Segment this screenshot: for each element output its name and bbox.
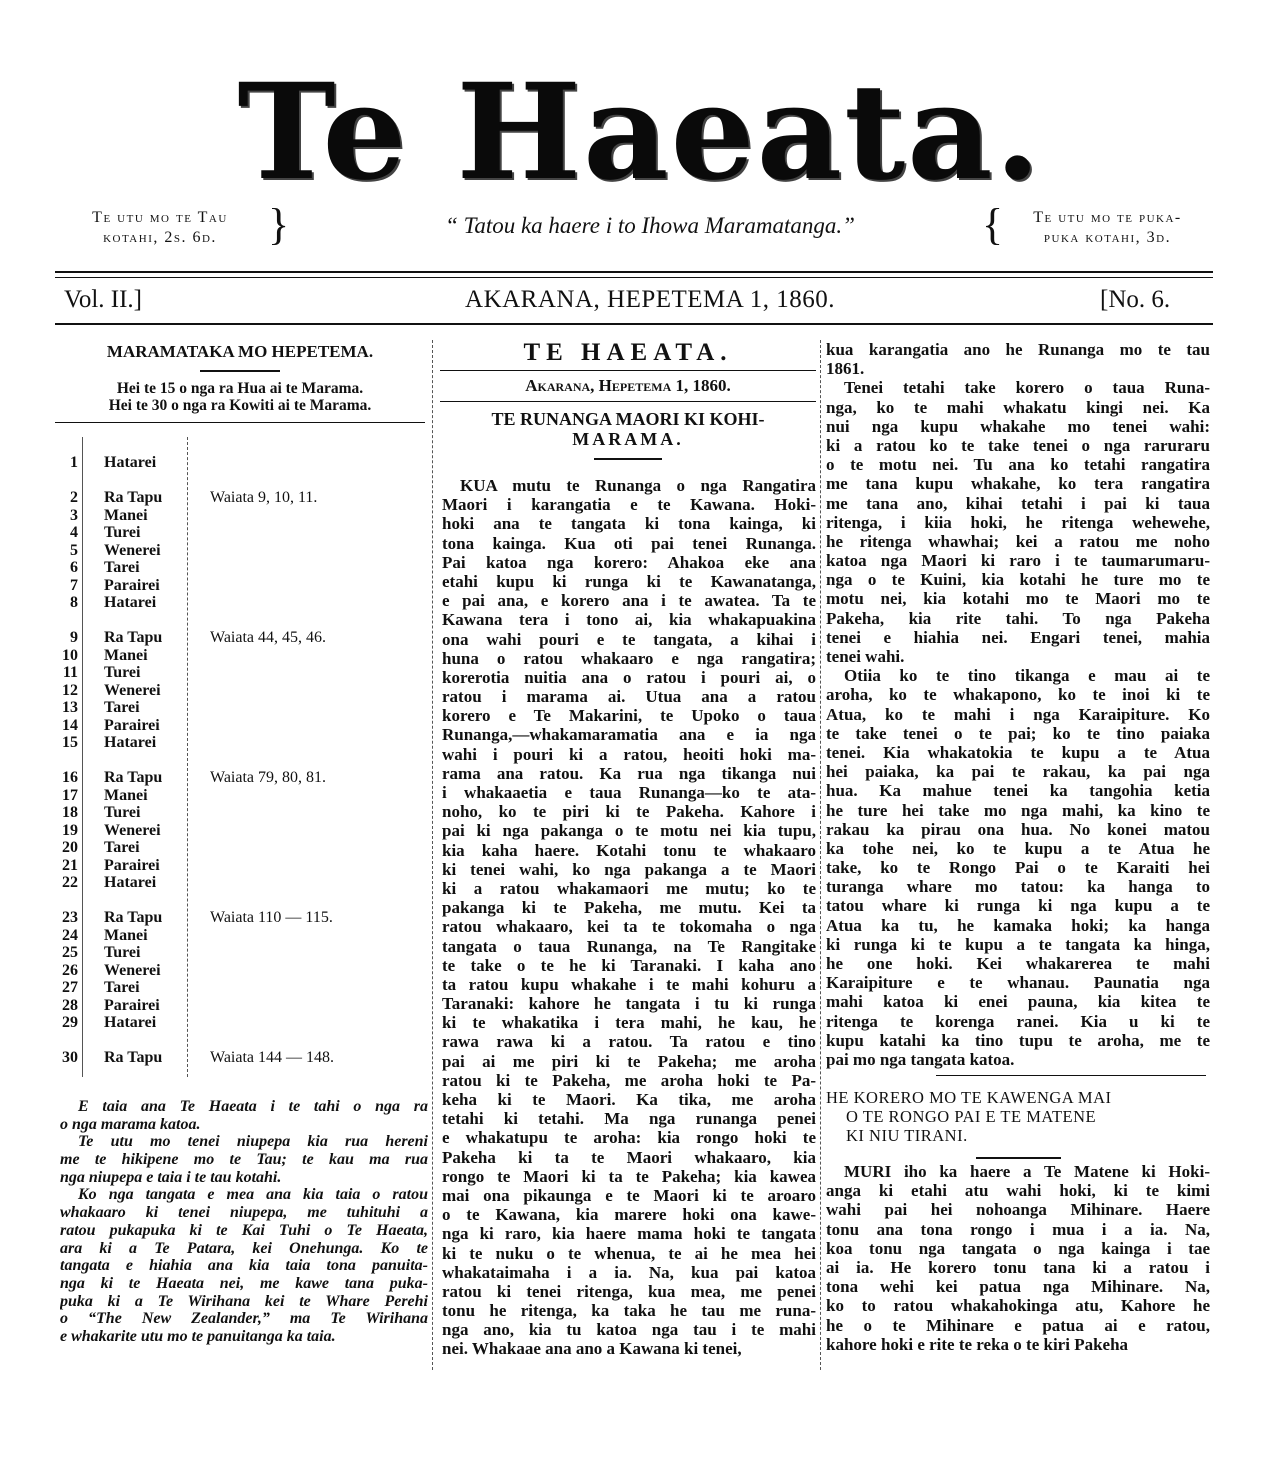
calendar-row bbox=[52, 559, 422, 577]
text-line: he ritenga whawhai; kei a ratou me noho bbox=[826, 531, 1210, 551]
text-line: hoki ana te tangata ki tona kainga, ki bbox=[442, 514, 816, 534]
text-line: nga, ko te mahi whakatu kingi nei. Ka bbox=[826, 397, 1210, 417]
calendar-row bbox=[52, 927, 422, 945]
article-heading-rule bbox=[594, 458, 662, 460]
day-number: 20 bbox=[62, 839, 78, 856]
text-line: nga niupepa e taia i te tau kotahi. bbox=[60, 1168, 282, 1186]
text-line: he o te Mihinare e patua ai e ratou, bbox=[826, 1315, 1210, 1335]
text-line: Pakeha ki ta te Maori whakaaro, kia bbox=[442, 1147, 816, 1167]
text-line: nga o te Kuini, kia kotahi he ture mo te bbox=[826, 570, 1210, 590]
text-line: nui nga kupu whakahe mo tenei wahi: bbox=[826, 416, 1210, 436]
text-line: tatou whare ki runga ki nga kupu a te bbox=[826, 896, 1210, 916]
calendar-row bbox=[52, 769, 422, 787]
calendar-row bbox=[52, 1049, 422, 1067]
text-line: rama ana ratou. Ka rua nga tikanga nui bbox=[442, 763, 816, 783]
volume-label: Vol. II.] bbox=[64, 286, 143, 313]
day-name: Manei bbox=[104, 926, 148, 944]
text-line: tenei wahi. bbox=[826, 647, 905, 666]
day-number: 28 bbox=[62, 996, 78, 1014]
calendar-row bbox=[52, 664, 422, 682]
text-line: tenei e hiahia nei. Engari tenei, mahia bbox=[826, 627, 1210, 647]
text-line: nga ano, kia tu katoa nga tau i te mahi bbox=[442, 1320, 816, 1340]
day-name: Ra Tapu bbox=[104, 1049, 163, 1066]
copy-price bbox=[1000, 208, 1215, 248]
header-rule-bottom bbox=[55, 323, 1213, 325]
day-name: Parairei bbox=[104, 576, 160, 594]
day-name: Parairei bbox=[104, 716, 160, 734]
day-name: Tarei bbox=[104, 979, 140, 996]
text-line: tonu ana tona rongo i mua i a ia. Na, bbox=[826, 1219, 1210, 1239]
text-line: Taranaki: kahore he tangata i tu ki runga bbox=[442, 994, 816, 1014]
day-number: 18 bbox=[62, 804, 78, 821]
day-number: 17 bbox=[62, 786, 78, 804]
day-number: 14 bbox=[62, 716, 78, 734]
editorial-article bbox=[442, 476, 816, 1359]
day-name: Ra Tapu bbox=[104, 629, 163, 646]
text-line: kua karangatia ano he Runanga mo te tau bbox=[826, 340, 1210, 359]
day-name: Turei bbox=[104, 804, 141, 821]
moon-full: Hei te 15 o nga ra Hua ai te Marama. bbox=[116, 380, 364, 397]
hymn-reading: Waiata 144 — 148. bbox=[210, 1049, 335, 1066]
text-line: Tenei tetahi take korero o taua Runa- bbox=[844, 378, 1210, 398]
text-line: ta ratou kupu whakahe i te mahi kohuru a bbox=[442, 974, 816, 994]
issue-number: [No. 6. bbox=[1100, 286, 1171, 313]
text-line: Otiia ko te tino tikanga e mau ai te bbox=[844, 666, 1210, 686]
day-name: Ra Tapu bbox=[104, 769, 163, 786]
copy-price-line-2: puka kotahi, 3d. bbox=[1043, 229, 1172, 246]
paper-title-rule bbox=[440, 370, 816, 371]
day-number: 23 bbox=[62, 909, 78, 926]
text-line: Maori i karangatia e te Kawana. Hoki- bbox=[442, 495, 816, 515]
text-line: ki a ratou whakamaori me mutu; ko te bbox=[442, 878, 816, 898]
text-line: tona wehi kei patua nga Mihinare. Na, bbox=[826, 1277, 1210, 1297]
day-number: 27 bbox=[62, 979, 78, 996]
text-line: tangata e hiahia ana kia taia tona panuita- bbox=[60, 1257, 428, 1275]
day-number: 19 bbox=[62, 821, 78, 839]
yearly-price bbox=[55, 208, 265, 248]
text-line: rawa rawa ki a ratou. Ta ratou e tino bbox=[442, 1032, 816, 1052]
text-line: Te utu mo tenei niupepa kia rua hereni bbox=[78, 1133, 428, 1151]
left-brace: { bbox=[982, 200, 1004, 249]
text-line: pai ai me piri ki te Pakeha; me aroha bbox=[442, 1051, 816, 1071]
right-brace: } bbox=[268, 200, 290, 249]
text-line: ki te whakatika i tera mahi, he kau, he bbox=[442, 1013, 816, 1033]
calendar-rule bbox=[55, 422, 425, 423]
calendar-row bbox=[52, 524, 422, 542]
day-name: Manei bbox=[104, 646, 148, 664]
calendar-section bbox=[55, 340, 425, 423]
text-line: e whakatupu te aroha: kia rongo hoki te bbox=[442, 1128, 816, 1148]
text-line: he ture hei take mo nga mahi, ka kino te bbox=[826, 800, 1210, 820]
motto: “ Tatou ka haere i to Ihowa Maramatanga.” bbox=[445, 213, 855, 238]
text-line: Pai katoa nga korero: Ahakoa eke ana bbox=[442, 552, 816, 572]
editorial-header bbox=[440, 338, 816, 460]
moon-new: Hei te 30 o nga ra Kowiti ai te Marama. bbox=[108, 397, 372, 414]
day-number: 10 bbox=[62, 646, 78, 664]
text-line: mai ona pikaunga e te Maori ki te aroaro bbox=[442, 1185, 816, 1205]
text-line: rongo te Maori ki ta te Pakeha; kia kawea bbox=[442, 1166, 816, 1186]
text-line: whakaaro ki tenei niupepa, me tuhituhi a bbox=[60, 1204, 428, 1222]
day-number: 7 bbox=[70, 576, 78, 594]
text-line: tangata o taua Runanga, na Te Rangitake bbox=[442, 936, 816, 956]
text-line: korero e Te Makarini, te Upoko o taua bbox=[442, 706, 816, 726]
text-line: ki runga ki te kupu a te tangata ka hinga, bbox=[826, 934, 1210, 954]
text-line: ritenga te korenga ranei. Kia u ki te bbox=[826, 1011, 1210, 1031]
day-number: 21 bbox=[62, 856, 78, 874]
calendar-row bbox=[52, 542, 422, 560]
day-number: 30 bbox=[62, 1049, 78, 1066]
yearly-price-line-2: kotahi, 2s. 6d. bbox=[103, 229, 217, 246]
day-name: Turei bbox=[104, 664, 141, 681]
day-number: 15 bbox=[62, 734, 78, 751]
text-line: he one hoki. Kei whakarerea te mahi bbox=[826, 954, 1210, 973]
text-line: turanga whare mo tatou: ka hanga to bbox=[826, 877, 1210, 897]
hymn-reading: Waiata 9, 10, 11. bbox=[210, 489, 318, 506]
header-rule-top-thin bbox=[55, 277, 1213, 278]
article-heading-line-1: TE RUNANGA MAORI KI KOHI- bbox=[491, 409, 765, 429]
text-line: ratou ki tenei ritenga, kua mea, me penei bbox=[442, 1281, 816, 1301]
day-name: Hatarei bbox=[104, 594, 157, 611]
calendar-row bbox=[52, 979, 422, 997]
text-line: hei paiaka, ka pai te rakau, ka pai nga bbox=[826, 762, 1210, 782]
day-name: Parairei bbox=[104, 996, 160, 1014]
day-name: Hatarei bbox=[104, 1014, 157, 1031]
second-heading-rule bbox=[976, 1157, 1061, 1159]
text-line: 1861. bbox=[826, 359, 865, 379]
text-line: o te motu nei. Tu ana ko tetahi rangatira bbox=[826, 455, 1210, 475]
text-line: ko to ratou whakahokinga atu, Kahore he bbox=[826, 1296, 1210, 1316]
calendar-row bbox=[52, 577, 422, 595]
second-heading-line-3: KI NIU TIRANI. bbox=[846, 1126, 968, 1145]
calendar-row bbox=[52, 682, 422, 700]
text-line: koa tonu nga tangata o nga kainga i tae bbox=[826, 1238, 1210, 1258]
text-line: tonu he ritenga, ka taka he tau me runa- bbox=[442, 1301, 816, 1321]
dateline: AKARANA, HEPETEMA 1, 1860. bbox=[465, 286, 835, 313]
second-article-header bbox=[826, 1075, 1210, 1159]
calendar-row bbox=[52, 507, 422, 525]
text-line: motu nei, kia kotahi mo te Maori mo te bbox=[826, 589, 1210, 609]
text-line: e pai ana, e korero ana i te awatea. Ta te bbox=[442, 591, 816, 611]
day-number: 3 bbox=[70, 506, 78, 524]
day-number: 25 bbox=[62, 944, 78, 961]
text-line: me te hikipene mo te Tau; te kau ma rua bbox=[60, 1151, 428, 1169]
calendar-week bbox=[52, 489, 422, 612]
day-number: 16 bbox=[62, 769, 78, 786]
editorial-continued bbox=[826, 340, 1210, 1069]
calendar-table bbox=[52, 454, 422, 1084]
hymn-reading: Waiata 79, 80, 81. bbox=[210, 769, 327, 786]
text-line: whakataimaha i a ia. Na, kua pai katoa bbox=[442, 1262, 816, 1282]
day-number: 29 bbox=[62, 1014, 78, 1031]
day-name: Manei bbox=[104, 786, 148, 804]
paper-title: TE HAEATA. bbox=[523, 339, 733, 366]
text-line: i whakaaetia e taua Runanga—ko te ata- bbox=[442, 783, 816, 802]
text-line: ka tohe nei, ko te kupu a te Atua he bbox=[826, 838, 1210, 858]
text-line: aroha, ko te whakapono, ko te inoi ki te bbox=[826, 685, 1210, 705]
text-line: ki tenei wahi, ko nga pakanga a te Maori bbox=[442, 859, 816, 879]
text-line: ratou whakaaro, kei ta te tokomaha o nga bbox=[442, 917, 816, 937]
day-name: Tarei bbox=[104, 839, 140, 856]
day-number: 8 bbox=[70, 594, 78, 611]
day-number: 13 bbox=[62, 699, 78, 716]
text-line: puka ki a Te Wirihana kei te Whare Perehi bbox=[60, 1292, 428, 1310]
text-line: tenei. Kia whakatokia te kupu a te Atua bbox=[826, 742, 1210, 762]
copy-price-line-1: Te utu mo te puka- bbox=[1033, 209, 1182, 226]
calendar-row bbox=[52, 1014, 422, 1032]
calendar-row bbox=[52, 734, 422, 752]
text-line: Pakeha, kia rite tahi. To nga Pakeha bbox=[826, 608, 1210, 628]
text-line: o nga marama katoa. bbox=[60, 1115, 201, 1133]
text-line: etahi kupu ki runga ki te Kawanatanga, bbox=[442, 571, 816, 591]
day-name: Wenerei bbox=[104, 681, 161, 699]
calendar-row bbox=[52, 454, 422, 472]
calendar-title-rule bbox=[200, 370, 280, 372]
calendar-row bbox=[52, 997, 422, 1015]
calendar-row bbox=[52, 787, 422, 805]
text-line: me tana ano, kihai tetahi i pai ki taua bbox=[826, 493, 1210, 513]
text-line: pai ki nga pakanga o te motu nei kia tupu, bbox=[442, 821, 816, 841]
text-line: huna o ratou whakaaro e nga rangatira; bbox=[442, 648, 816, 668]
text-line: ki te nuku o te whenua, te ai he mea hei bbox=[442, 1243, 816, 1263]
text-line: kia kaha haere. Kotahi tonu te whakaaro bbox=[442, 840, 816, 860]
editorial-dateline: Akarana, Hepetema 1, 1860. bbox=[525, 376, 731, 395]
text-line: me tana kupu whakahe, ko tera rangatira bbox=[826, 474, 1210, 494]
day-number: 1 bbox=[70, 454, 78, 471]
day-number: 11 bbox=[62, 664, 78, 681]
day-name: Hatarei bbox=[104, 734, 157, 751]
day-name: Wenerei bbox=[104, 821, 161, 839]
day-name: Hatarei bbox=[104, 454, 157, 471]
calendar-row bbox=[52, 857, 422, 875]
text-line: o “The New Zealander,” ma Te Wirihana bbox=[60, 1310, 428, 1328]
day-number: 2 bbox=[70, 489, 78, 506]
calendar-row bbox=[52, 962, 422, 980]
calendar-row bbox=[52, 629, 422, 647]
day-number: 22 bbox=[62, 874, 78, 891]
text-line: o te Kawana, kia marere hoki ona kawe- bbox=[442, 1205, 816, 1225]
text-line: ratou i marama ai. Utua ana a ratou bbox=[442, 687, 816, 707]
day-name: Turei bbox=[104, 944, 141, 961]
calendar-week bbox=[52, 1049, 422, 1067]
text-line: nga ki te Haeata nei, me kawe tana puka- bbox=[60, 1274, 428, 1292]
masthead-title: Te Haeata. bbox=[237, 55, 1043, 210]
text-line: Atua, ko te mahi i nga Karaipiture. Ko bbox=[826, 704, 1210, 724]
calendar-week bbox=[52, 769, 422, 892]
day-name: Turei bbox=[104, 524, 141, 541]
day-number: 9 bbox=[70, 629, 78, 646]
text-line: ratou pukapuka ki te Kai Tuhi o Te Haeata, bbox=[60, 1221, 428, 1239]
column-divider-1 bbox=[432, 340, 433, 1370]
text-line: tetahi ki tetahi. Ma nga runanga penei bbox=[442, 1109, 816, 1129]
text-line: katoa nga Maori ki raro i te taumarumaru- bbox=[826, 551, 1210, 571]
calendar-row bbox=[52, 594, 422, 612]
day-name: Wenerei bbox=[104, 961, 161, 979]
hymn-reading: Waiata 110 — 115. bbox=[210, 909, 333, 926]
text-line: te take tenei o te pai; ko te tino paiaka bbox=[826, 723, 1210, 743]
text-line: ara ki a Te Patara, kei Onehunga. Ko te bbox=[60, 1239, 428, 1257]
day-name: Tarei bbox=[104, 559, 140, 576]
text-line: E taia ana Te Haeata i te tahi o nga ra bbox=[78, 1098, 428, 1115]
calendar-row bbox=[52, 717, 422, 735]
calendar-week bbox=[52, 454, 422, 472]
day-name: Parairei bbox=[104, 856, 160, 874]
text-line: Runanga,—whakamaramatia ana e ia nga bbox=[442, 725, 816, 745]
header-rule-top bbox=[55, 271, 1213, 273]
column-divider-2 bbox=[820, 340, 821, 1370]
day-name: Hatarei bbox=[104, 874, 157, 891]
calendar-row bbox=[52, 699, 422, 717]
day-number: 12 bbox=[62, 681, 78, 699]
text-line: keha ki te Maori. Ka tika, me aroha bbox=[442, 1090, 816, 1109]
text-line: te take o te he ki Taranaki. I kaha ano bbox=[442, 955, 816, 975]
article-heading-line-2: MARAMA. bbox=[572, 429, 684, 449]
text-line: kupu katahi ka tino tupu te aroha, me te bbox=[826, 1030, 1210, 1050]
second-heading-line-1: HE KORERO MO TE KAWENGA MAI bbox=[826, 1088, 1112, 1107]
text-line: ratou ki te Pakeha, me aroha hoki te Pa- bbox=[442, 1070, 816, 1090]
text-line: pai mo nga tangata katoa. bbox=[826, 1049, 1015, 1069]
text-line: KUA mutu te Runanga o nga Rangatira bbox=[460, 476, 816, 495]
calendar-title: MARAMATAKA MO HEPETEMA. bbox=[106, 342, 374, 361]
calendar-row bbox=[52, 489, 422, 507]
text-line: Karaipiture e te whanau. Paunatia nga bbox=[826, 973, 1210, 993]
text-line: ritenga, i kiia hoki, he ritenga wehewehe, bbox=[826, 512, 1210, 532]
calendar-row bbox=[52, 874, 422, 892]
calendar-row bbox=[52, 909, 422, 927]
text-line: ki a ratou ko te take tenei o nga raruraru bbox=[826, 435, 1210, 455]
day-number: 6 bbox=[70, 559, 78, 576]
hymn-reading: Waiata 44, 45, 46. bbox=[210, 629, 327, 646]
day-name: Tarei bbox=[104, 699, 140, 716]
text-line: e whakarite utu mo te panuitanga ka taia. bbox=[60, 1327, 336, 1345]
text-line: take, ko te Rongo Pai o te Karaiti hei bbox=[826, 858, 1210, 878]
text-line: nei. Whakaae ana ano a Kawana ki tenei, bbox=[442, 1339, 742, 1359]
section-rule bbox=[936, 1075, 1206, 1076]
day-number: 5 bbox=[70, 541, 78, 559]
day-name: Ra Tapu bbox=[104, 909, 163, 926]
text-line: hua. Ka mahue tenei ka tangohia ketia bbox=[826, 781, 1210, 801]
text-line: MURI iho ka haere a Te Matene ki Hoki- bbox=[844, 1162, 1210, 1181]
text-line: noho, ko te piri ki te Pakeha. Kahore i bbox=[442, 802, 816, 822]
day-number: 26 bbox=[62, 961, 78, 979]
calendar-week bbox=[52, 909, 422, 1032]
calendar-row bbox=[52, 822, 422, 840]
publication-notice bbox=[60, 1098, 428, 1346]
text-line: ona wahi pouri e te tangata, a kihai i bbox=[442, 629, 816, 649]
day-name: Wenerei bbox=[104, 541, 161, 559]
text-line: korerotia nuitia ana o ratou i pouri ai, o bbox=[442, 667, 816, 687]
second-article bbox=[826, 1162, 1210, 1354]
dateline-rule bbox=[440, 401, 816, 402]
text-line: nga ki raro, kia haere mama hoki te tangata bbox=[442, 1224, 816, 1244]
text-line: wahi pai hei nohoanga Mihinare. Haere bbox=[826, 1200, 1210, 1220]
second-heading-line-2: O TE RONGO PAI E TE MATENE bbox=[846, 1107, 1097, 1126]
text-line: Atua ka tu, he kamaka hoki; ka hanga bbox=[826, 915, 1210, 935]
text-line: mahi katoa ki enei pauna, kia kitea te bbox=[826, 992, 1210, 1012]
text-line: rakau ka pirau ona hua. No konei matou bbox=[826, 819, 1210, 839]
calendar-row bbox=[52, 804, 422, 822]
text-line: ai ia. He korero tonu tana ki a ratou i bbox=[826, 1257, 1210, 1277]
calendar-row bbox=[52, 944, 422, 962]
text-line: kahore hoki e rite te reka o te kiri Pakeha bbox=[826, 1334, 1129, 1354]
calendar-row bbox=[52, 647, 422, 665]
text-line: tona kainga. Kua oti pai tenei Runanga. bbox=[442, 533, 816, 553]
day-name: Ra Tapu bbox=[104, 489, 163, 506]
calendar-row bbox=[52, 839, 422, 857]
yearly-price-line-1: Te utu mo te Tau bbox=[92, 209, 228, 226]
text-line: Ko nga tangata e mea ana kia taia o ratou bbox=[78, 1186, 428, 1204]
text-line: Kawana tera i tono ai, kia whakapuakina bbox=[442, 610, 816, 630]
day-name: Manei bbox=[104, 506, 148, 524]
text-line: wahi i pouri ki a ratou, heoiti hoki ma- bbox=[442, 744, 816, 764]
text-line: pakanga ki te Pakeha, me mutu. Kei ta bbox=[442, 898, 816, 918]
text-line: anga ki etahi atu wahi hoki, ki te kimi bbox=[826, 1181, 1210, 1201]
day-number: 24 bbox=[62, 926, 78, 944]
day-number: 4 bbox=[70, 524, 78, 541]
calendar-week bbox=[52, 629, 422, 752]
